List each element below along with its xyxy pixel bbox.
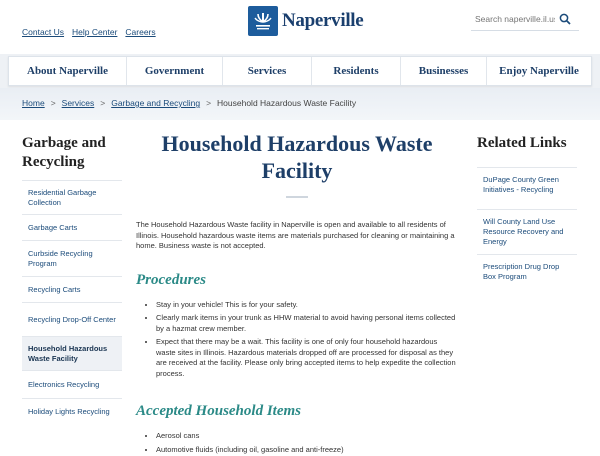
accepted-items-list [136,431,458,455]
sidebar-item-household-hazardous-waste[interactable]: Household Hazardous Waste Facility [22,336,122,370]
related-links-title: Related Links [477,135,567,151]
list-item: • Stay in your vehicle! This is for your safety. [156,300,458,311]
nav-government[interactable]: Government [127,57,223,85]
list-item: • Clearly mark items in your trunk as HHW material to avoid having personal items collected by a hazmat crew member. [156,313,458,334]
main-nav [8,56,592,86]
search-icon[interactable] [559,12,573,26]
sidebar-list [22,180,122,424]
sidebar-item-holiday-lights[interactable]: Holiday Lights Recycling [22,398,122,424]
accepted-items-heading: Accepted Household Items [136,403,301,419]
nav-businesses[interactable]: Businesses [401,57,487,85]
page-title: Household Hazardous Waste Facility [161,131,433,183]
breadcrumb [22,98,356,108]
breadcrumb-band [0,88,600,120]
sidebar-item-recycling-carts[interactable]: Recycling Carts [22,276,122,302]
breadcrumb-services[interactable]: Services [61,98,95,108]
intro-paragraph: The Household Hazardous Waste facility in Naperville is open and available to all residents of Illinois. Household hazardous waste items are materials purchased for cleaning or maintaining a home. Business waste is not accepted. [136,220,455,250]
utility-links [22,27,156,37]
site-search [471,9,579,31]
sidebar-item-recycling-drop-off[interactable]: Recycling Drop-Off Center [22,302,122,336]
site-header [0,0,600,54]
nav-enjoy-naperville[interactable]: Enjoy Naperville [499,65,579,77]
breadcrumb-separator: > [206,98,212,108]
naperville-emblem-icon [248,6,278,36]
section-sidebar [22,134,122,424]
nav-residents[interactable]: Residents [312,57,401,85]
sidebar-item-residential-garbage[interactable]: Residential Garbage Collection [22,180,122,214]
list-item: • Expect that there may be a wait. This facility is one of only four household hazardous waste sites in Illinois. Hazardous materials dropped off are processed for disposal as they are received at the facility. Please only bring accepted items to help expedite the collection process. [156,337,458,379]
search-input[interactable] [471,9,555,29]
breadcrumb-home[interactable]: Home [22,98,45,108]
main-nav-band [0,54,600,88]
breadcrumb-garbage-recycling[interactable]: Garbage and Recycling [111,98,201,108]
help-center-link[interactable]: Help Center [72,27,118,37]
site-logo[interactable] [248,6,363,36]
nav-services[interactable]: Services [223,57,312,85]
breadcrumb-separator: > [100,98,106,108]
sidebar-item-electronics-recycling[interactable]: Electronics Recycling [22,370,122,398]
list-item: • Aerosol cans [156,431,458,442]
careers-link[interactable]: Careers [125,27,156,37]
breadcrumb-separator: > [50,98,56,108]
sidebar-item-garbage-carts[interactable]: Garbage Carts [22,214,122,240]
related-link-drug-drop-box[interactable]: Prescription Drug Drop Box Program [477,254,577,288]
title-divider [286,196,308,198]
breadcrumb-current: Household Hazardous Waste Facility [217,98,357,108]
related-link-will-county[interactable]: Will County Land Use Resource Recovery and Energy [477,209,577,254]
main-content [136,130,458,456]
procedures-list [136,300,458,380]
related-link-dupage-green[interactable]: DuPage County Green Initiatives - Recycling [477,167,577,209]
procedures-heading: Procedures [136,271,206,288]
list-item: • Automotive fluids (including oil, gasoline and anti-freeze) [156,445,458,456]
logo-wordmark: Naperville [282,10,364,31]
sidebar-item-curbside-recycling[interactable]: Curbside Recycling Program [22,240,122,276]
sidebar-title: Garbage and Recycling [22,135,106,170]
nav-about-naperville[interactable]: About Naperville [9,57,127,85]
contact-us-link[interactable]: Contact Us [22,27,65,37]
related-links [477,134,577,288]
